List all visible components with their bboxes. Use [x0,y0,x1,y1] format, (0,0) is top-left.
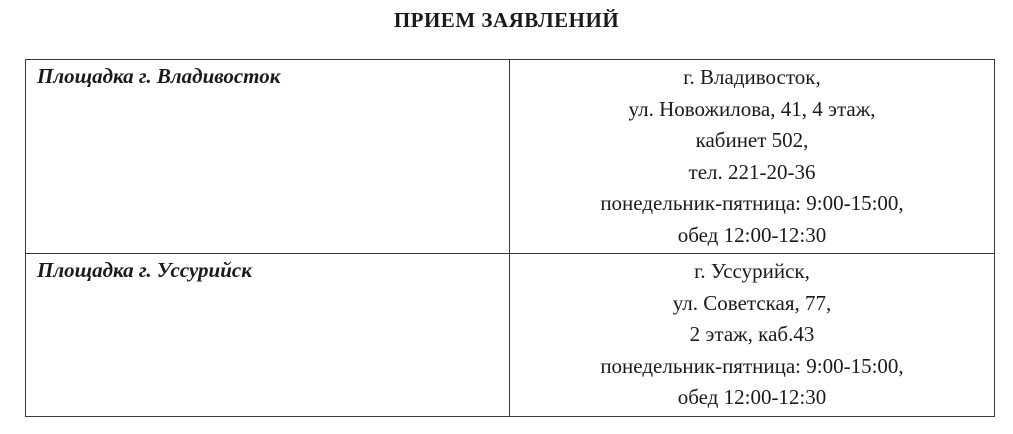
site-name: Площадка г. Владивосток [37,64,281,88]
address-line: ул. Советская, 77, [672,290,832,315]
address-line: г. Уссурийск, [694,259,810,283]
hours-line: понедельник-пятница: 9:00-15:00, [600,191,904,215]
address-line: г. Владивосток, [683,65,821,89]
phone-line: тел. 221-20-36 [688,159,816,184]
address-line: кабинет 502, [695,128,809,152]
lunch-line: обед 12:00-12:30 [677,222,827,247]
address-line: ул. Новожилова, 41, 4 этаж, [628,96,876,121]
address-block [510,60,994,253]
application-sites-table [25,59,995,417]
table-row [26,254,995,417]
table-row [26,60,995,254]
site-address-cell [510,254,995,417]
page-title: ПРИЕМ ЗАЯВЛЕНИЙ [393,8,620,32]
address-block [510,254,994,416]
hours-line: понедельник-пятница: 9:00-15:00, [600,353,904,378]
address-line: 2 этаж, каб.43 [689,322,815,346]
site-address-cell [510,60,995,254]
lunch-line: обед 12:00-12:30 [677,385,827,409]
site-name: Площадка г. Уссурийск [37,258,252,282]
site-name-cell [26,254,510,417]
site-name-cell [26,60,510,254]
